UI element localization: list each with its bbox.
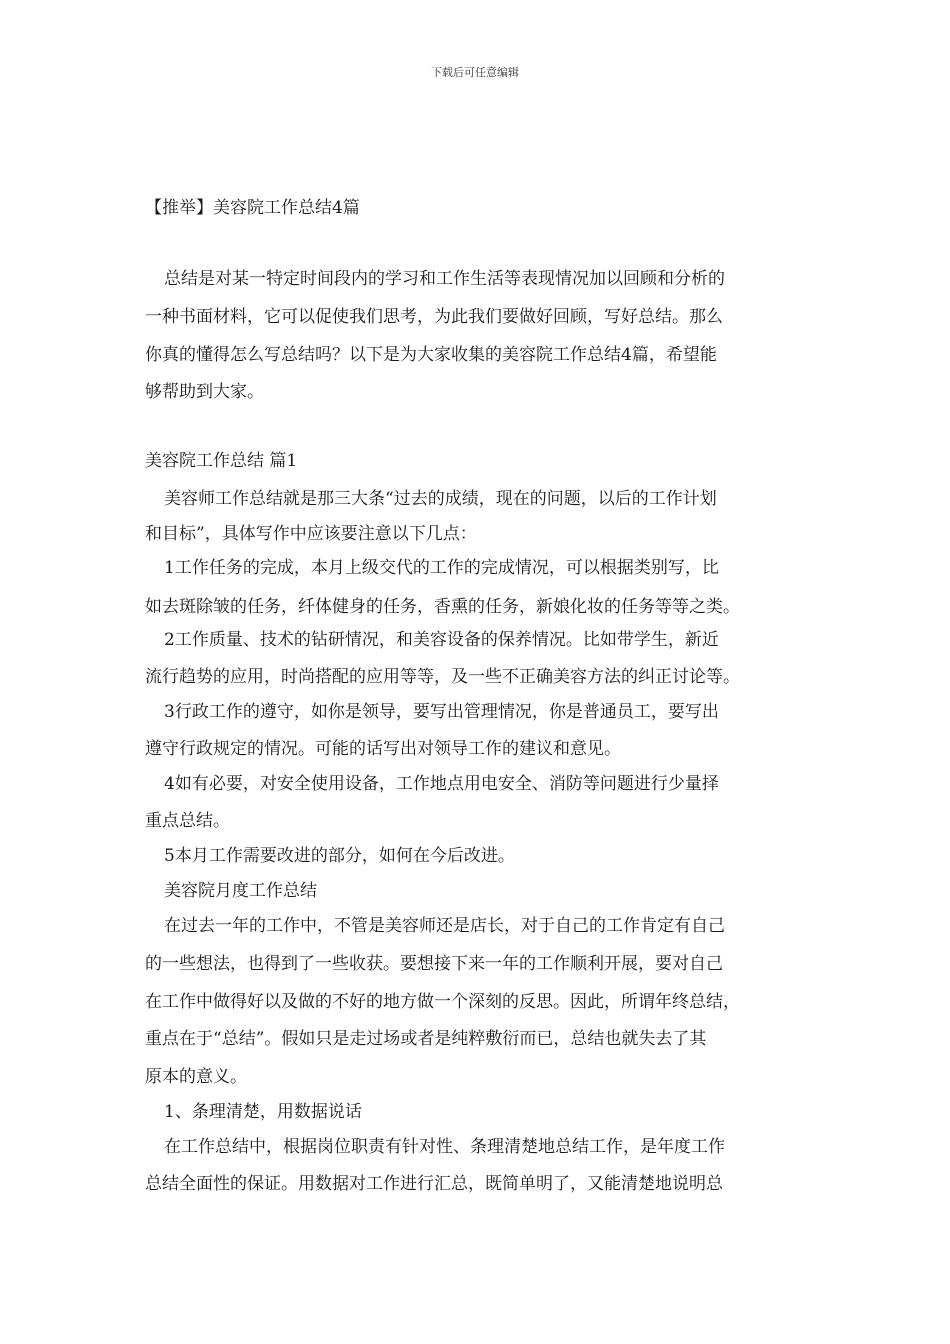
text-line: 美容师工作总结就是那三大条“过去的成绩，现在的问题，以后的工作计划 [164,489,717,509]
text-line: 5本月工作需要改进的部分，如何在今后改进。 [164,846,515,866]
text-line: 在过去一年的工作中，不管是美容师还是店长，对于自己的工作肯定有自己 [164,916,725,936]
text-line: 的一些想法，也得到了一些收获。要想接下来一年的工作顺利开展，要对自己 [145,954,723,974]
text-line: 3行政工作的遵守，如你是领导，要写出管理情况，你是普通员工，要写出 [164,702,719,722]
text-line: 4如有必要，对安全使用设备，工作地点用电安全、消防等问题进行少量择 [164,774,719,794]
text-line: 在工作中做得好以及做的不好的地方做一个深刻的反思。因此，所谓年终总结， [145,992,740,1012]
text-line: 重点总结。 [145,811,230,831]
text-line: 总结全面性的保证。用数据对工作进行汇总，既简单明了，又能清楚地说明总 [145,1174,723,1194]
text-line: 1工作任务的完成，本月上级交代的工作的完成情况，可以根据类别写，比 [164,558,719,578]
text-line: 你真的懂得怎么写总结吗？以下是为大家收集的美容院工作总结4篇，希望能 [145,345,717,365]
text-line: 遵守行政规定的情况。可能的话写出对领导工作的建议和意见。 [145,739,621,759]
text-line: 2工作质量、技术的钻研情况，和美容设备的保养情况。比如带学生，新近 [164,630,719,650]
text-line: 美容院工作总结 篇1 [145,451,298,471]
text-line: 流行趋势的应用，时尚搭配的应用等等，及一些不正确美容方法的纠正讨论等。 [145,667,740,687]
text-line: 一种书面材料，它可以促使我们思考，为此我们要做好回顾，写好总结。那么 [145,307,723,327]
text-line: 总结是对某一特定时间段内的学习和工作生活等表现情况加以回顾和分析的 [164,269,725,289]
text-line: 在工作总结中，根据岗位职责有针对性、条理清楚地总结工作，是年度工作 [164,1137,725,1157]
page-header: 下载后可任意编辑 [431,66,519,79]
text-line: 美容院月度工作总结 [164,881,317,901]
text-line: 1、条理清楚，用数据说话 [164,1102,362,1122]
text-line: 原本的意义。 [145,1067,247,1087]
text-line: 如去斑除皱的任务，纤体健身的任务，香熏的任务，新娘化妆的任务等等之类。 [145,597,740,617]
text-line: 重点在于“总结”。假如只是走过场或者是纯粹敷衍而已，总结也就失去了其 [145,1029,707,1049]
text-line: 够帮助到大家。 [145,382,264,402]
document-title: 【推举】美容院工作总结4篇 [145,198,360,218]
text-line: 和目标”，具体写作中应该要注意以下几点： [145,524,477,544]
